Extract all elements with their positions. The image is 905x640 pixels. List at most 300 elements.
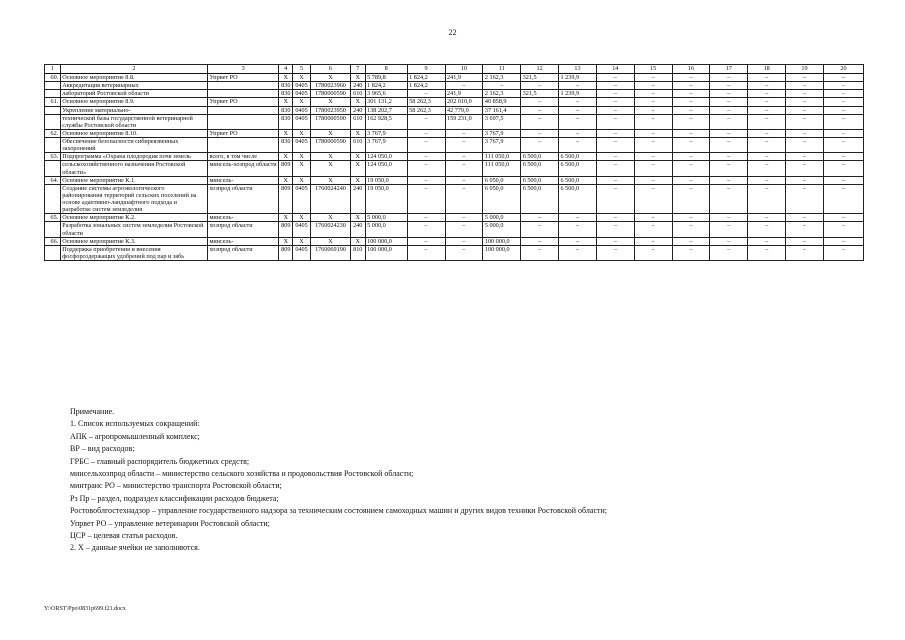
value-cell: 5 000,0 [365,222,407,237]
note-line: ЦСР – целевая статья расходов. [70,531,178,541]
measure-name: Основное мероприятие К.2. [60,214,207,222]
value-cell: 321,5 [521,90,559,98]
value-cell: X [350,153,365,161]
value-cell: 202 010,0 [445,98,483,106]
row-number [45,90,61,98]
value-cell: 3 767,9 [483,138,521,153]
value-cell: 6 500,0 [559,176,597,184]
value-cell: – [407,245,445,260]
value-cell: – [634,114,672,129]
value-cell: – [786,153,824,161]
value-cell: 111 050,0 [483,161,521,176]
table-row [45,245,864,260]
value-cell: – [634,245,672,260]
value-cell: 5 000,0 [365,214,407,222]
row-number: 61. [45,98,61,106]
value-cell: – [823,245,863,260]
value-cell: – [710,129,748,137]
table-row [45,184,864,214]
executor: хозпрод области [207,184,278,214]
value-cell: – [634,106,672,114]
value-cell: – [786,214,824,222]
value-cell: – [672,74,710,82]
table-row [45,214,864,222]
value-cell: – [823,74,863,82]
value-cell: – [596,176,634,184]
measure-name: Основное мероприятие 8.9. [60,98,207,106]
value-cell: – [786,82,824,90]
value-cell: 0405 [293,222,311,237]
value-cell: – [634,184,672,214]
value-cell: – [672,214,710,222]
value-cell: – [407,237,445,245]
header-cell: 13 [559,65,597,74]
header-cell: 14 [596,65,634,74]
row-number [45,138,61,153]
value-cell: – [407,90,445,98]
value-cell: – [672,237,710,245]
note-line: Ростовоблгостехнадзор – управление государственного надзора за техническим состоянием самоходных машин и других видов техники Ростовской области; [70,506,607,516]
row-number [45,222,61,237]
row-number [45,82,61,90]
value-cell: 0405 [293,82,311,90]
executor [207,138,278,153]
value-cell: 3 697,5 [483,114,521,129]
value-cell: – [559,237,597,245]
value-cell: – [823,90,863,98]
value-cell: – [786,129,824,137]
value-cell: 58 262,3 [407,106,445,114]
value-cell: 809 [279,161,293,176]
row-number [45,161,61,176]
table-row [45,129,864,137]
value-cell: – [559,138,597,153]
value-cell: X [279,153,293,161]
value-cell: – [786,138,824,153]
value-cell: – [710,245,748,260]
value-cell: – [407,176,445,184]
table-row [45,98,864,106]
value-cell: 1 824,2 [407,82,445,90]
table-row [45,237,864,245]
measure-name: Создание системы агроэкологического районирования территорий сельских поселений на основе адаптивно-ландшафтного подхода и разработке систем земледелия [60,184,207,214]
value-cell: – [748,82,786,90]
value-cell: 1780000590 [310,114,350,129]
value-cell: – [672,114,710,129]
value-cell: – [672,138,710,153]
row-number: 62. [45,129,61,137]
value-cell: – [407,129,445,137]
value-cell: – [672,161,710,176]
value-cell: – [407,161,445,176]
value-cell: 1760069190 [310,245,350,260]
value-cell: X [310,214,350,222]
value-cell: – [596,237,634,245]
value-cell: – [823,114,863,129]
value-cell: – [672,90,710,98]
value-cell: 3 767,9 [365,129,407,137]
value-cell: – [786,90,824,98]
row-number [45,245,61,260]
measure-name: Подпрограмма «Охрана плодородия почв земель [60,153,207,161]
value-cell: 6 050,0 [483,184,521,214]
value-cell: 1 239,9 [559,90,597,98]
row-number [45,106,61,114]
value-cell: X [310,176,350,184]
note-line: 2. X – данные ячейки не заполняются. [70,543,200,553]
measure-name: Основное мероприятие 8.8. [60,74,207,82]
value-cell: – [823,106,863,114]
value-cell: – [634,153,672,161]
measure-name: Основное мероприятие 8.10. [60,129,207,137]
value-cell: – [559,82,597,90]
value-cell: – [823,129,863,137]
value-cell: X [293,153,311,161]
value-cell: – [672,245,710,260]
table-row [45,74,864,82]
executor: минсель- [207,176,278,184]
value-cell: 240 [350,106,365,114]
value-cell: 6 500,0 [521,176,559,184]
page-number: 22 [448,28,457,37]
value-cell: – [634,176,672,184]
header-cell: 18 [748,65,786,74]
executor: Упрвет РО [207,98,278,106]
row-number: 65. [45,214,61,222]
value-cell: 37 161,4 [483,106,521,114]
value-cell: 3 767,9 [365,138,407,153]
value-cell: 830 [279,106,293,114]
value-cell: – [445,161,483,176]
value-cell: X [310,161,350,176]
value-cell: 1780023950 [310,106,350,114]
header-cell: 19 [786,65,824,74]
value-cell: – [596,82,634,90]
value-cell: – [672,153,710,161]
value-cell: – [407,222,445,237]
value-cell: – [823,222,863,237]
value-cell: X [350,237,365,245]
value-cell: – [710,214,748,222]
value-cell: – [521,106,559,114]
value-cell: 2 162,3 [483,90,521,98]
value-cell: – [596,106,634,114]
value-cell: – [672,82,710,90]
value-cell: – [748,114,786,129]
value-cell: 138 202,7 [365,106,407,114]
value-cell: – [521,82,559,90]
value-cell: – [521,138,559,153]
value-cell: – [445,222,483,237]
value-cell: – [710,161,748,176]
value-cell: – [445,129,483,137]
executor [207,106,278,114]
value-cell: 809 [279,245,293,260]
value-cell: – [823,176,863,184]
measure-name: Основное мероприятие К.3. [60,237,207,245]
value-cell: – [596,90,634,98]
value-cell: 1 239,9 [559,74,597,82]
value-cell: 3 965,6 [365,90,407,98]
value-cell: X [279,98,293,106]
value-cell: 610 [350,138,365,153]
value-cell: – [672,176,710,184]
value-cell: X [350,129,365,137]
value-cell: 0405 [293,245,311,260]
value-cell: – [559,106,597,114]
value-cell: – [748,184,786,214]
value-cell: 830 [279,82,293,90]
measure-name: Аккредитация ветеринарных [60,82,207,90]
value-cell: – [786,222,824,237]
value-cell: X [350,74,365,82]
value-cell: – [596,222,634,237]
measure-name: Основное мероприятие К.1. [60,176,207,184]
measure-name: сельскохозяйственного назначения Ростовской области» [60,161,207,176]
table-row [45,161,864,176]
value-cell: 1760024230 [310,222,350,237]
value-cell: X [310,153,350,161]
value-cell: – [521,237,559,245]
value-cell: – [407,184,445,214]
value-cell: – [748,176,786,184]
value-cell: – [710,153,748,161]
value-cell: 610 [350,90,365,98]
value-cell: – [634,161,672,176]
value-cell: 5 000,0 [483,214,521,222]
header-cell: 2 [60,65,207,74]
note-line: Рз Пр – раздел, подраздел классификации расходов бюджета; [70,493,279,503]
note-line: ВР – вид расходов; [70,444,135,454]
executor: минсель- [207,214,278,222]
executor: минсель- [207,237,278,245]
value-cell: – [710,90,748,98]
table-row [45,138,864,153]
value-cell: – [823,161,863,176]
value-cell: X [279,74,293,82]
executor: хозпрод области [207,222,278,237]
value-cell: – [483,82,521,90]
value-cell: 0405 [293,90,311,98]
value-cell: 159 231,0 [445,114,483,129]
value-cell: – [634,138,672,153]
value-cell: – [710,222,748,237]
measure-name: лабораторий Ростовской области [60,90,207,98]
value-cell: X [350,176,365,184]
value-cell: – [559,222,597,237]
value-cell: – [445,237,483,245]
header-cell: 1 [45,65,61,74]
value-cell: – [748,153,786,161]
note-line: Упрвет РО – управление ветеринарии Ростовской области; [70,518,270,528]
value-cell: 809 [279,184,293,214]
measure-name: Разработка зональных систем земледелия Ростовской области [60,222,207,237]
value-cell: – [596,74,634,82]
value-cell: X [293,98,311,106]
value-cell: – [634,74,672,82]
notes-block [70,406,607,555]
value-cell: X [293,74,311,82]
table-row [45,90,864,98]
value-cell: 830 [279,90,293,98]
header-cell: 4 [279,65,293,74]
value-cell: – [596,184,634,214]
value-cell: 610 [350,114,365,129]
value-cell: – [672,106,710,114]
value-cell: 0405 [293,138,311,153]
value-cell: – [823,214,863,222]
header-cell: 3 [207,65,278,74]
header-cell: 12 [521,65,559,74]
value-cell: – [748,222,786,237]
value-cell: X [350,214,365,222]
value-cell: – [559,114,597,129]
value-cell: 124 050,0 [365,161,407,176]
value-cell: 100 000,0 [483,237,521,245]
table-row [45,153,864,161]
header-cell: 6 [310,65,350,74]
value-cell: – [407,153,445,161]
value-cell: – [786,245,824,260]
budget-table [44,64,864,261]
value-cell: – [748,98,786,106]
value-cell: 1780000590 [310,90,350,98]
executor: Упрвет РО [207,129,278,137]
value-cell: – [823,153,863,161]
value-cell: – [823,82,863,90]
value-cell: – [710,82,748,90]
value-cell: – [710,74,748,82]
value-cell: – [823,138,863,153]
value-cell: – [521,222,559,237]
value-cell: – [710,237,748,245]
header-cell: 7 [350,65,365,74]
value-cell: – [445,245,483,260]
value-cell: – [521,245,559,260]
value-cell: 6 500,0 [559,153,597,161]
value-cell: – [596,153,634,161]
value-cell: X [293,237,311,245]
value-cell: – [710,138,748,153]
executor [207,82,278,90]
value-cell: 6 500,0 [559,161,597,176]
header-cell: 10 [445,65,483,74]
value-cell: 100 000,0 [483,245,521,260]
row-number: 60. [45,74,61,82]
value-cell: – [596,245,634,260]
header-cell: 16 [672,65,710,74]
table-row [45,82,864,90]
value-cell: – [596,161,634,176]
executor: хозпрод области [207,245,278,260]
value-cell: – [559,214,597,222]
value-cell: 3 767,9 [483,129,521,137]
value-cell: 0405 [293,184,311,214]
header-cell: 11 [483,65,521,74]
value-cell: 6 050,0 [483,176,521,184]
value-cell: – [748,214,786,222]
value-cell: 809 [279,222,293,237]
value-cell: – [710,98,748,106]
value-cell: 6 500,0 [521,153,559,161]
value-cell: – [786,161,824,176]
value-cell: X [293,214,311,222]
value-cell: 240 [350,82,365,90]
value-cell: – [748,129,786,137]
value-cell: – [710,114,748,129]
value-cell: – [786,114,824,129]
value-cell: – [786,74,824,82]
value-cell: X [279,176,293,184]
measure-name: Обеспечение безопасности сибиреязвенных захоронений [60,138,207,153]
note-line: минсельхозпрод области – министерство сельского хозяйства и продовольствия Ростовской области; [70,469,414,479]
value-cell: 830 [279,114,293,129]
value-cell: 0405 [293,106,311,114]
value-cell: – [559,129,597,137]
header-cell: 17 [710,65,748,74]
value-cell: – [748,90,786,98]
value-cell: – [445,214,483,222]
value-cell: 5 000,0 [483,222,521,237]
value-cell: 6 500,0 [521,161,559,176]
table-header-row [45,65,864,74]
value-cell: – [786,98,824,106]
value-cell: 830 [279,138,293,153]
value-cell: – [521,129,559,137]
value-cell: X [279,129,293,137]
value-cell: 19 050,0 [365,176,407,184]
row-number: 64. [45,176,61,184]
value-cell: – [710,184,748,214]
value-cell: 42 779,0 [445,106,483,114]
header-cell: 20 [823,65,863,74]
value-cell: X [293,161,311,176]
value-cell: 810 [350,245,365,260]
value-cell: – [634,222,672,237]
row-number [45,184,61,214]
value-cell: X [350,161,365,176]
value-cell: – [672,184,710,214]
value-cell: – [596,138,634,153]
value-cell: – [596,114,634,129]
row-number [45,114,61,129]
value-cell: – [634,98,672,106]
executor [207,114,278,129]
table-row [45,176,864,184]
value-cell: 100 000,0 [365,245,407,260]
value-cell: – [559,245,597,260]
value-cell: – [748,106,786,114]
value-cell: – [634,237,672,245]
file-path: Y:\ORST\Ppo\0831p699.f21.docx [44,606,126,612]
value-cell: 301 131,2 [365,98,407,106]
note-line: АПК – агропромышленный комплекс; [70,431,200,441]
value-cell: 1760024240 [310,184,350,214]
value-cell: 241,9 [445,74,483,82]
row-number: 63. [45,153,61,161]
value-cell: – [445,138,483,153]
value-cell: 1780000590 [310,138,350,153]
value-cell: 1780023960 [310,82,350,90]
value-cell: – [407,114,445,129]
value-cell: 162 928,5 [365,114,407,129]
value-cell: X [293,176,311,184]
value-cell: – [823,98,863,106]
value-cell: – [710,106,748,114]
value-cell: – [445,184,483,214]
note-line: 1. Список используемых сокращений: [70,419,200,429]
value-cell: 111 050,0 [483,153,521,161]
